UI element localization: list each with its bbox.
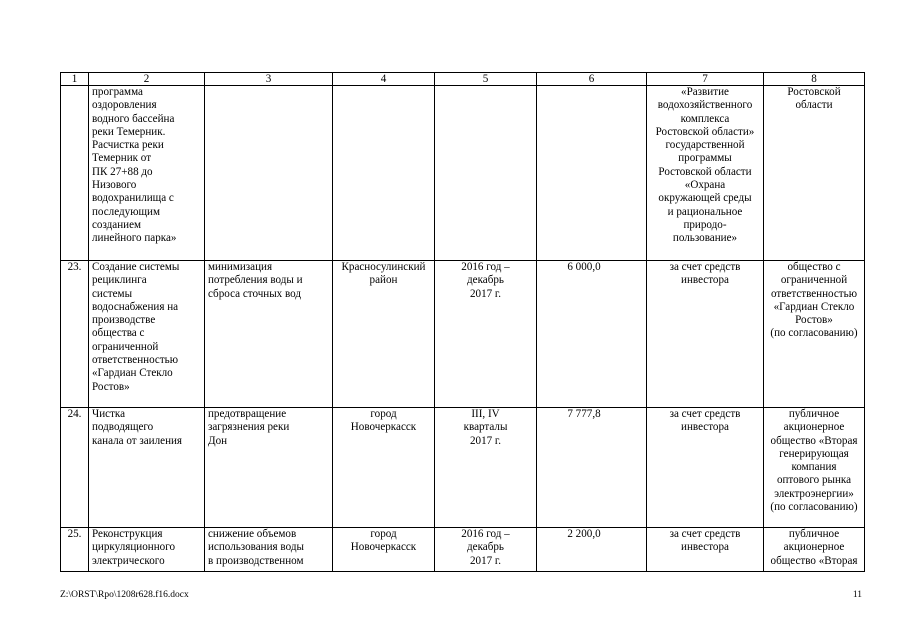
footer-file-path: Z:\ORST\Rpo\1208r628.f16.docx [60,590,189,600]
period-cell: 2016 год – декабрь 2017 г. [435,528,537,572]
row-number-cell [61,86,89,261]
location-cell [333,86,435,261]
purpose-cell: предотвращение загрязнения реки Дон [205,408,333,528]
measures-table [60,72,865,572]
row-number-cell: 23. [61,261,89,408]
executor-cell: Ростовской области [764,86,865,261]
column-number-1: 1 [61,73,89,86]
table-row [61,528,865,572]
period-cell: III, IV кварталы 2017 г. [435,408,537,528]
footer-page-number: 11 [852,590,862,600]
column-number-2: 2 [89,73,205,86]
period-cell [435,86,537,261]
column-number-7: 7 [647,73,764,86]
row-number-cell: 25. [61,528,89,572]
purpose-cell [205,86,333,261]
period-cell: 2016 год – декабрь 2017 г. [435,261,537,408]
column-number-6: 6 [537,73,647,86]
table-row [61,261,865,408]
column-number-5: 5 [435,73,537,86]
column-number-8: 8 [764,73,865,86]
table-row [61,408,865,528]
amount-cell [537,86,647,261]
purpose-cell: снижение объемов использования воды в производственном [205,528,333,572]
funding-source-cell: за счет средств инвестора [647,408,764,528]
location-cell: город Новочеркасск [333,528,435,572]
executor-cell: публичное акционерное общество «Вторая генерирующая компания оптового рынка электроэнергии» (по согласованию) [764,408,865,528]
location-cell: город Новочеркасск [333,408,435,528]
measure-name-cell: Чистка подводящего канала от заиления [89,408,205,528]
purpose-cell: минимизация потребления воды и сброса сточных вод [205,261,333,408]
measure-name-cell: Создание системы рециклинга системы водоснабжения на производстве общества с ограниченной ответственностью «Гардиан Стекло Ростов» [89,261,205,408]
column-number-3: 3 [205,73,333,86]
amount-cell: 7 777,8 [537,408,647,528]
funding-source-cell: за счет средств инвестора [647,261,764,408]
measure-name-cell: Реконструкция циркуляционного электрического [89,528,205,572]
executor-cell: общество с ограниченной ответственностью «Гардиан Стекло Ростов» (по согласованию) [764,261,865,408]
funding-source-cell: «Развитие водохозяйственного комплекса Ростовской области» государственной программы Ростовской области «Охрана окружающей среды и рациональное природо- пользование» [647,86,764,261]
amount-cell: 2 200,0 [537,528,647,572]
table-header-row [61,73,865,86]
column-number-4: 4 [333,73,435,86]
table-row [61,86,865,261]
amount-cell: 6 000,0 [537,261,647,408]
location-cell: Красносулинский район [333,261,435,408]
executor-cell: публичное акционерное общество «Вторая [764,528,865,572]
funding-source-cell: за счет средств инвестора [647,528,764,572]
row-number-cell: 24. [61,408,89,528]
measure-name-cell: программа оздоровления водного бассейна реки Темерник. Расчистка реки Темерник от ПК 27+88 до Низового водохранилища с последующим созданием линейного парка» [89,86,205,261]
